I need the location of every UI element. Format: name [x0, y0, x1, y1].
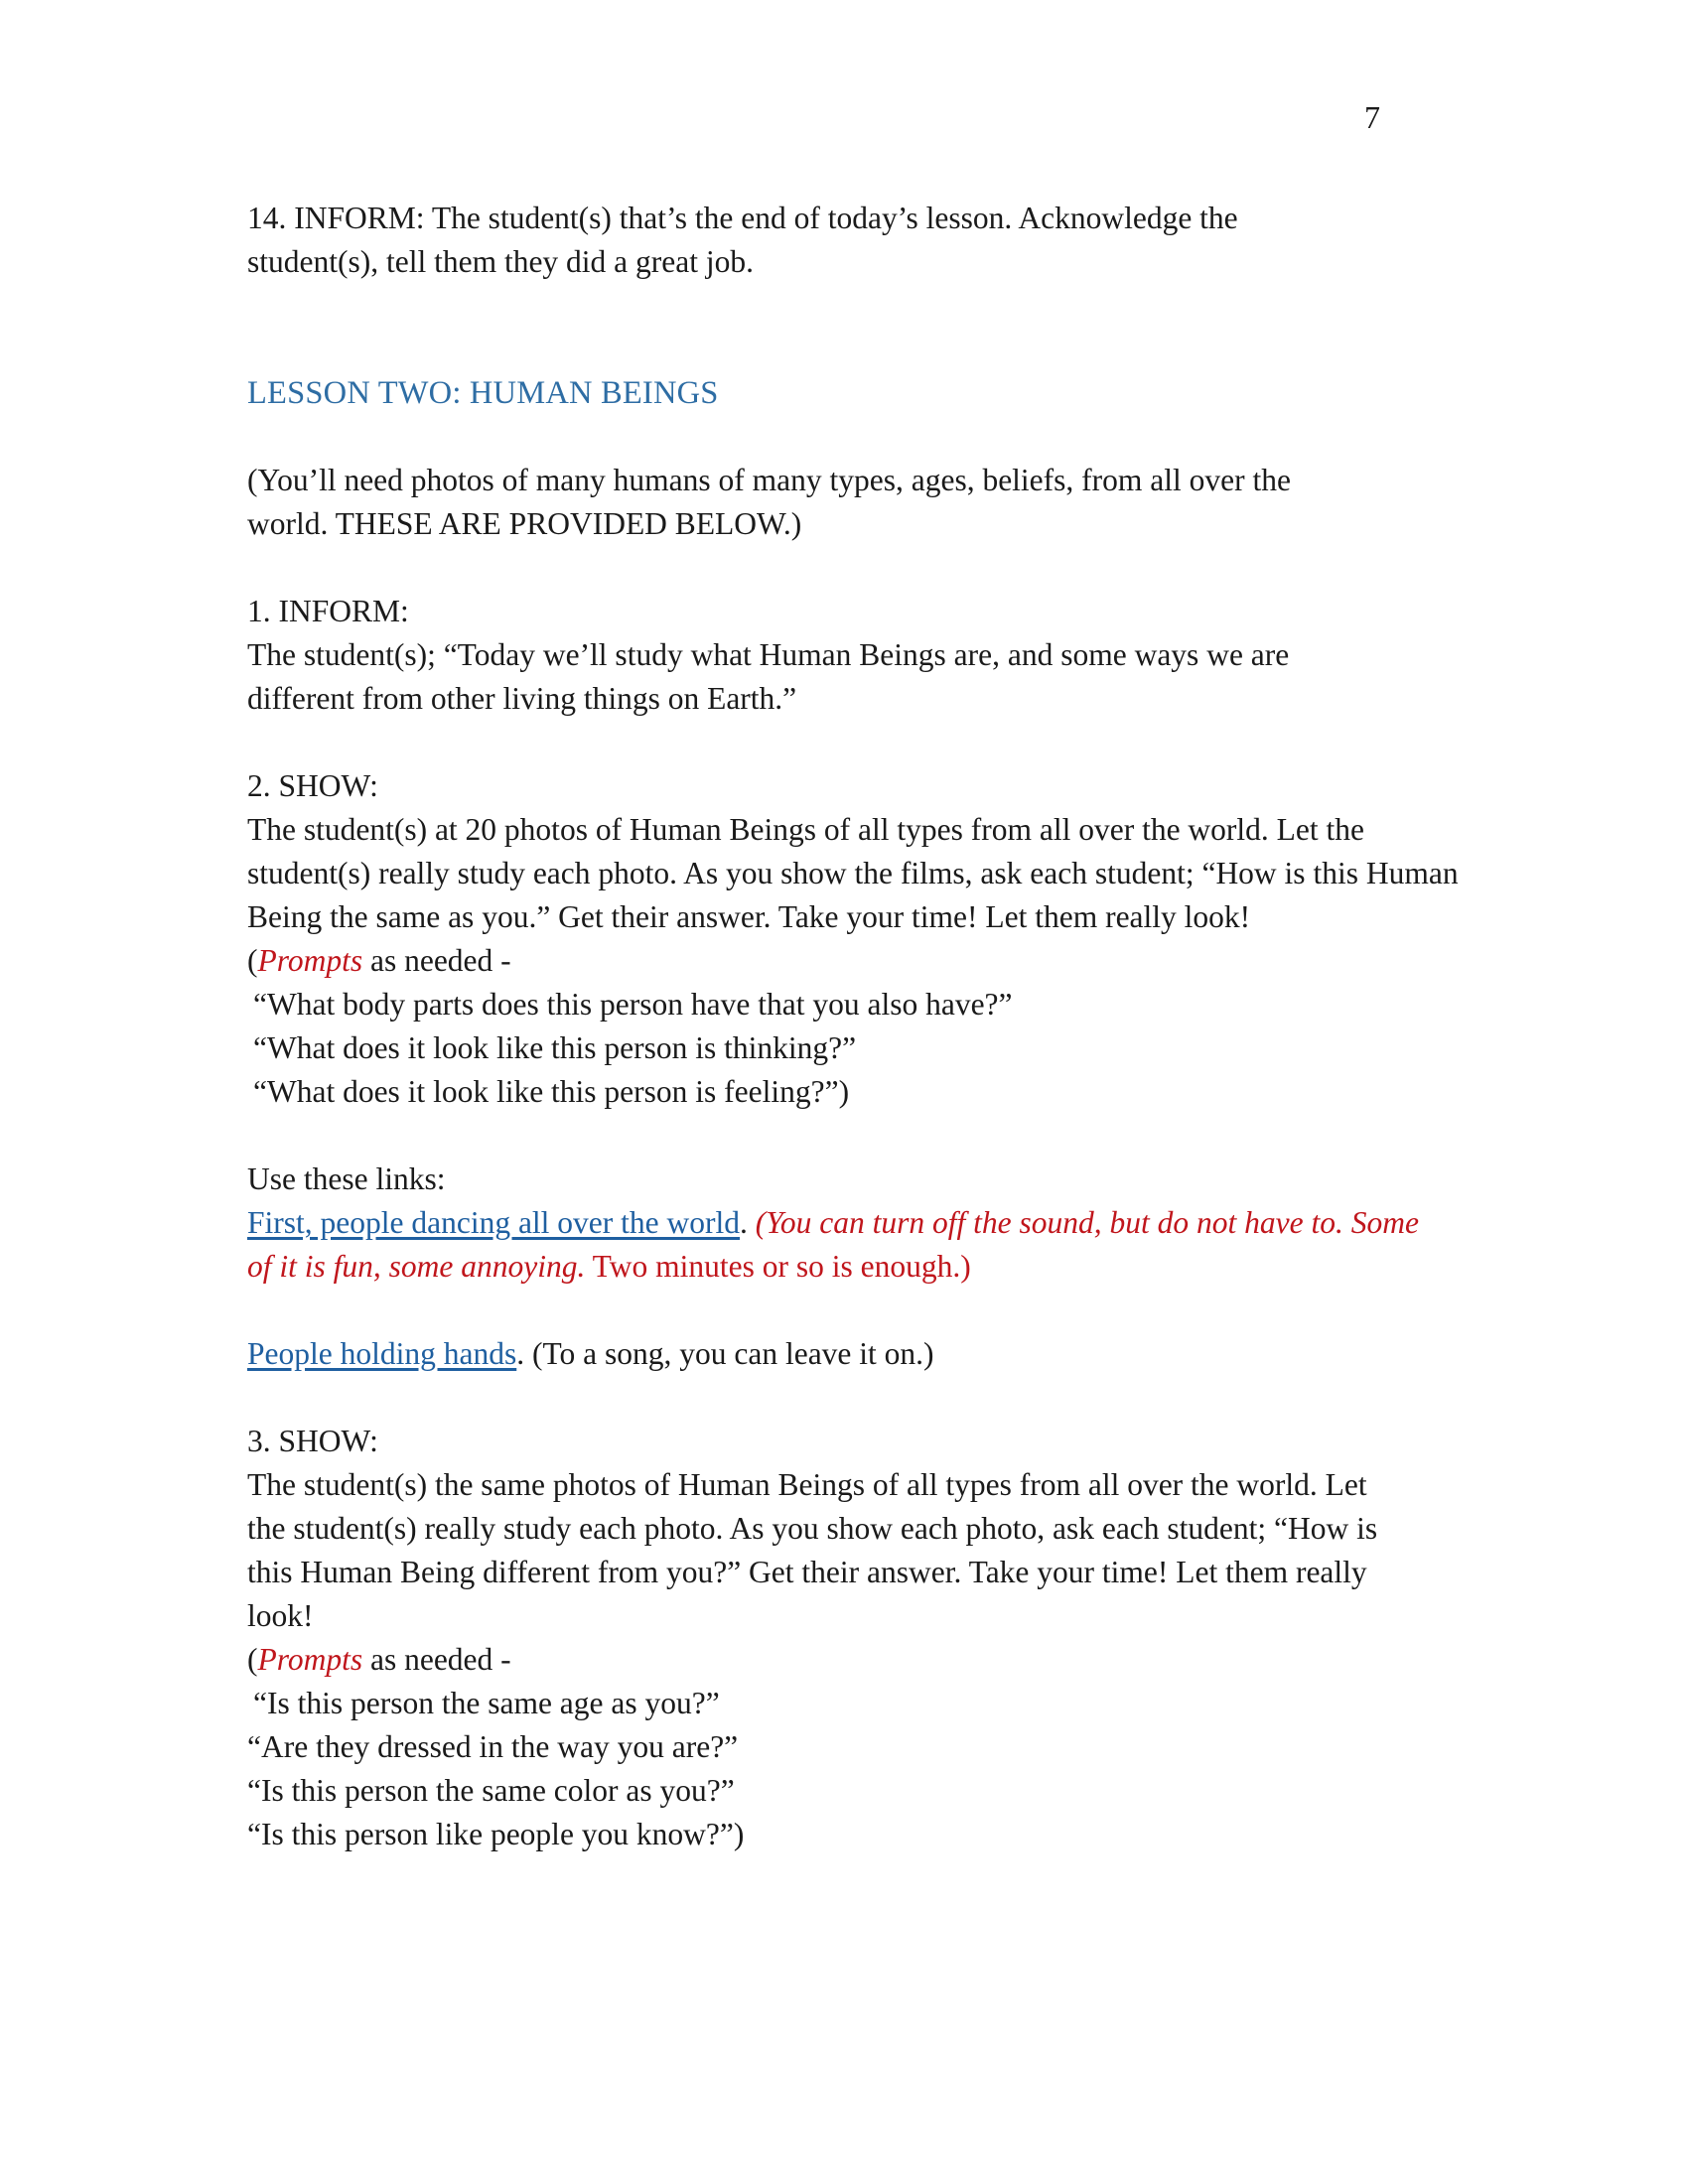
step-2-prompt: “What body parts does this person have that you also have?”	[253, 987, 1013, 1022]
spacer	[247, 721, 1459, 764]
step-3-prompt: “Is this person the same color as you?”	[247, 1773, 735, 1808]
step-3-text: The student(s) the same photos of Human Beings of all types from all over the world. Let the student(s) really study each photo. As you show each photo, ask each student; “How is this Human Being different from you?” Get their answer. Take your time! Let them really look!	[247, 1467, 1378, 1633]
spacer	[247, 1289, 1459, 1332]
spacer	[247, 415, 1459, 459]
step-2-prompt: “What does it look like this person is thinking?”	[253, 1030, 857, 1065]
step-2-label: 2. SHOW:	[247, 768, 378, 803]
step-3-prompts-intro	[247, 1638, 1459, 1682]
page-number: 7	[1364, 99, 1380, 135]
prompts-rest: as needed -	[362, 1642, 511, 1677]
step-3-prompt: “Is this person like people you know?”)	[247, 1817, 745, 1851]
link-2-note: . (To a song, you can leave it on.)	[516, 1336, 934, 1371]
step-3-prompt: “Is this person the same age as you?”	[253, 1686, 720, 1720]
spacer	[247, 546, 1459, 590]
step-3-prompt: “Are they dressed in the way you are?”	[247, 1729, 739, 1764]
step-2-text: The student(s) at 20 photos of Human Beings of all types from all over the world. Let the student(s) really study each photo. As you show the films, ask each student; “How is this Human Being the same as you.” Get their answer. Take your time! Let them really look!	[247, 812, 1459, 934]
link-1-note-italic: (You can turn off the sound, but do not have to. Some of it is fun, some annoying.	[247, 1205, 1419, 1284]
link-1-note-normal: Two minutes or so is enough.)	[585, 1249, 971, 1284]
spacer	[247, 284, 1459, 371]
open-paren: (	[247, 1642, 258, 1677]
link-2-paragraph	[247, 1332, 1459, 1376]
step-2-prompts-intro	[247, 939, 1459, 983]
step-14-paragraph: 14. INFORM: The student(s) that’s the end of today’s lesson. Acknowledge the student(s), tell them they did a great job.	[247, 201, 1238, 279]
step-3-label: 3. SHOW:	[247, 1424, 378, 1458]
spacer	[247, 1376, 1459, 1420]
links-intro: Use these links:	[247, 1161, 446, 1196]
link-1-paragraph	[247, 1201, 1439, 1289]
prompts-word: Prompts	[257, 1642, 363, 1677]
dancing-link[interactable]: First, people dancing all over the world	[247, 1205, 741, 1240]
step-2-prompt: “What does it look like this person is feeling?”)	[253, 1074, 850, 1109]
prompts-rest: as needed -	[362, 943, 511, 978]
holding-hands-link[interactable]: People holding hands	[247, 1336, 517, 1371]
lesson-title: LESSON TWO: HUMAN BEINGS	[247, 375, 719, 411]
materials-note: (You’ll need photos of many humans of many types, ages, beliefs, from all over the world. THESE ARE PROVIDED BELOW.)	[247, 463, 1291, 541]
step-1-label: 1. INFORM:	[247, 594, 409, 628]
prompts-word: Prompts	[257, 943, 363, 978]
open-paren: (	[247, 943, 258, 978]
step-1-text: The student(s); “Today we’ll study what Human Beings are, and some ways we are different from other living things on Earth.”	[247, 637, 1290, 716]
document-body	[247, 197, 1459, 1856]
link-1-after: .	[740, 1205, 756, 1240]
spacer	[247, 1114, 1459, 1158]
